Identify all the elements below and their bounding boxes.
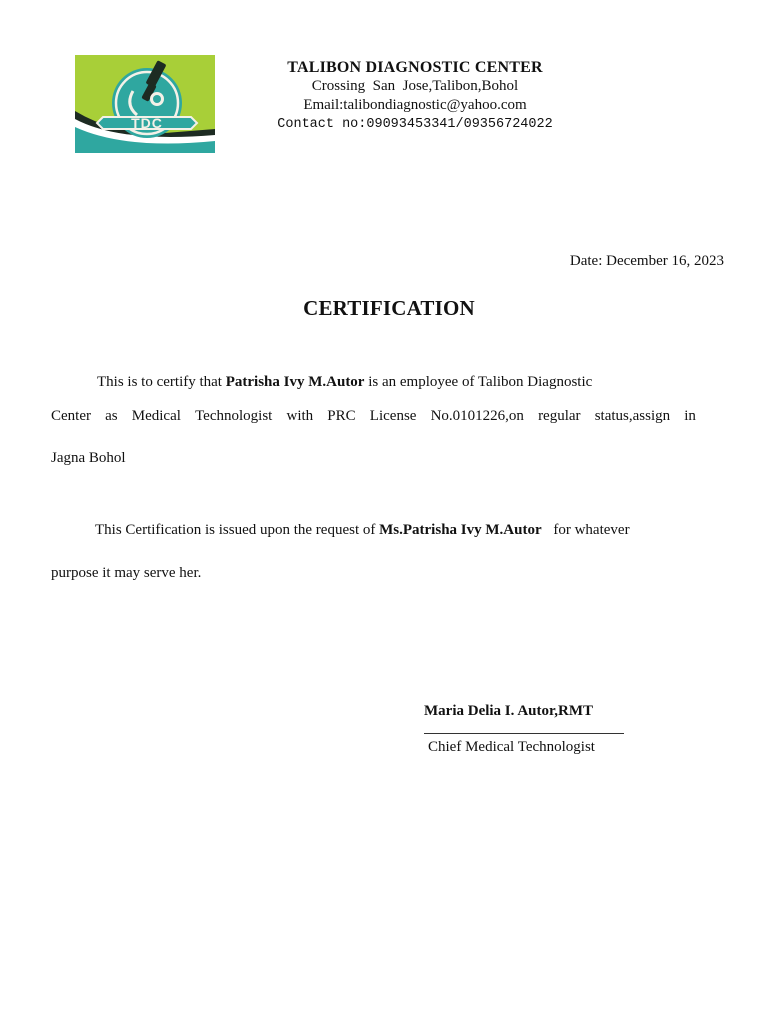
p2-text-before: This Certification is issued upon the request of (95, 522, 380, 538)
microscope-logo-icon (75, 55, 215, 153)
paragraph-2-line-2: purpose it may serve her. (51, 565, 202, 581)
p2-text-after: for whatever (549, 522, 630, 538)
tdc-logo (75, 55, 215, 153)
p1-text-after: is an employee of Talibon Diagnostic (364, 374, 593, 390)
p1-word: Technologist (195, 408, 273, 424)
p1-word: status,assign (594, 408, 671, 424)
p1-word: as (105, 408, 118, 424)
p1-word: Medical (131, 408, 181, 424)
signature-line (424, 733, 624, 734)
signatory-name: Maria Delia I. Autor,RMT (424, 703, 594, 719)
employee-name: Patrisha Ivy M.Autor (225, 374, 365, 390)
p1-word: License (369, 408, 417, 424)
p1-word: in (684, 408, 696, 424)
letterhead (260, 58, 570, 134)
document-date: Date: December 16, 2023 (569, 253, 724, 269)
org-address: Crossing San Jose,Talibon,Bohol (311, 78, 519, 94)
paragraph-2-line-1 (95, 522, 630, 539)
document-title: CERTIFICATION (303, 296, 475, 320)
paragraph-1-line-2 (51, 408, 696, 425)
org-email: Email:talibondiagnostic@yahoo.com (303, 97, 527, 113)
p1-word: regular (538, 408, 581, 424)
p1-word: PRC (327, 408, 356, 424)
org-name: TALIBON DIAGNOSTIC CENTER (287, 59, 543, 76)
logo-text: TDC (131, 115, 163, 131)
signatory-position: Chief Medical Technologist (428, 739, 595, 755)
p1-word: Center (51, 408, 91, 424)
paragraph-1-line-3: Jagna Bohol (51, 450, 126, 466)
p1-word: No.0101226,on (430, 408, 524, 424)
p1-word: with (286, 408, 314, 424)
org-contact: Contact no:09093453341/09356724022 (277, 117, 553, 132)
p1-text-before: This is to certify that (97, 374, 226, 390)
requester-name: Ms.Patrisha Ivy M.Autor (379, 522, 542, 538)
paragraph-1-line-1 (97, 374, 592, 391)
